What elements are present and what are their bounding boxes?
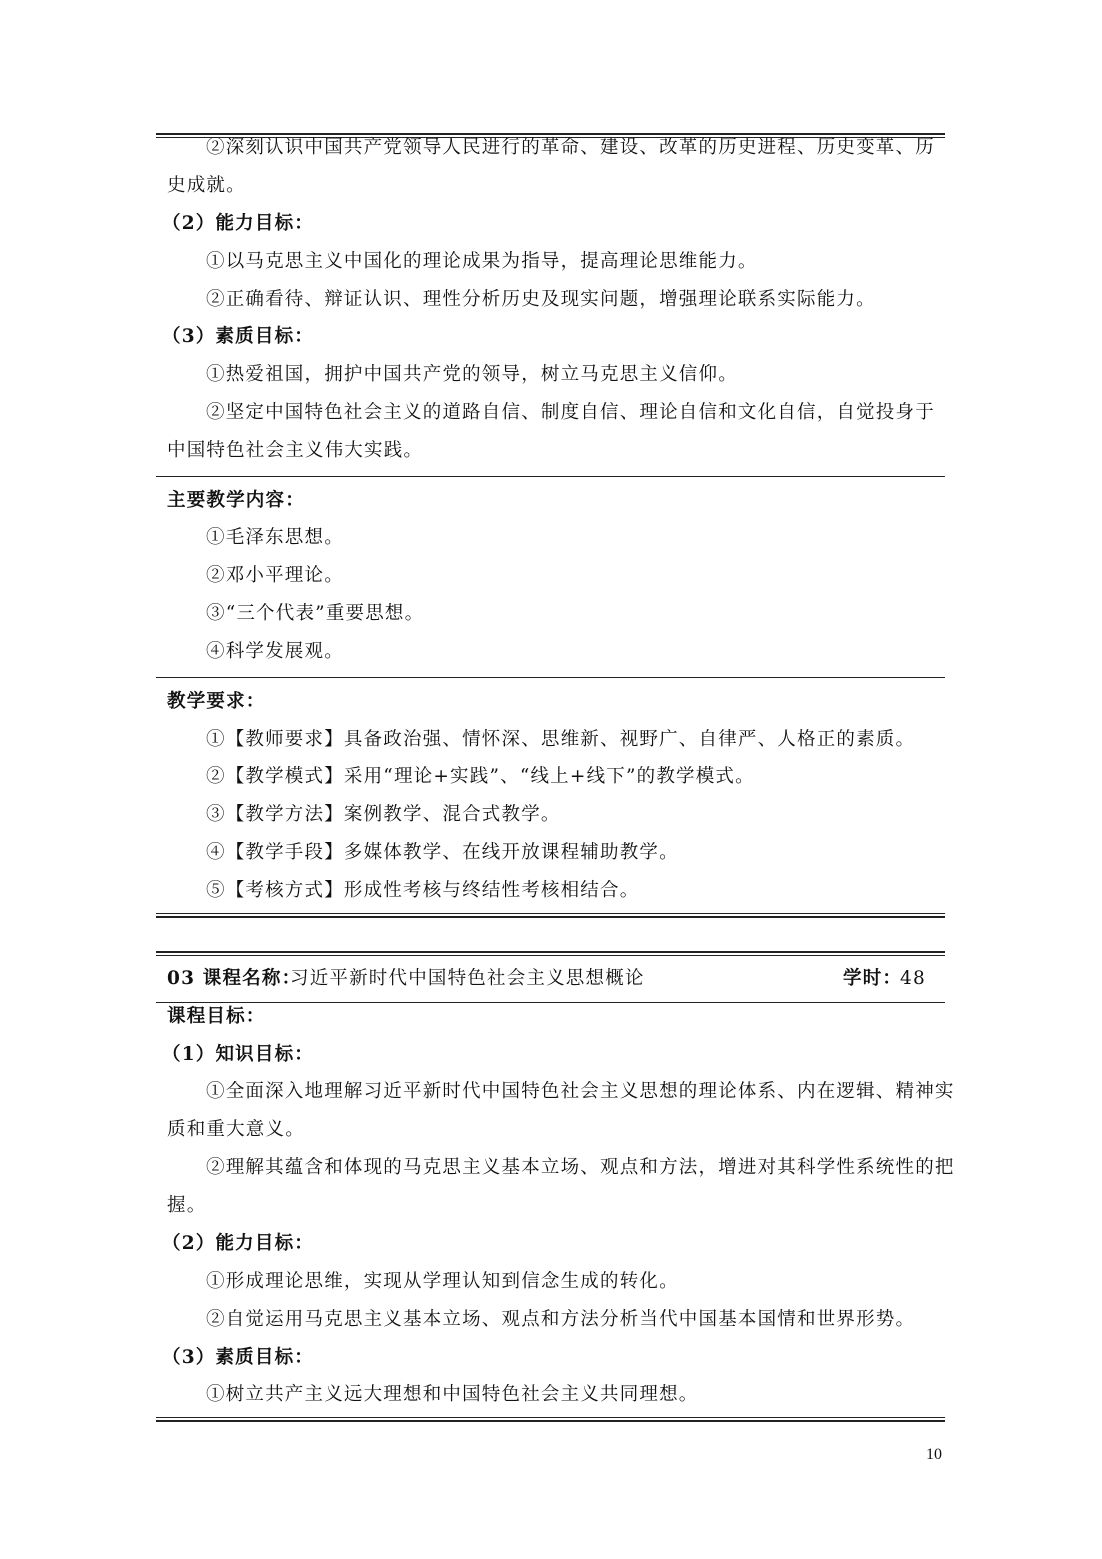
course03-quality-heading: （3）素质目标： [162, 1347, 314, 1368]
divider-requirements [156, 677, 945, 678]
knowledge-item2-line2: 史成就。 [167, 175, 246, 196]
section-end-rule-inner [156, 913, 945, 914]
requirement-item-3: ③【教学方法】案例教学、混合式教学。 [206, 804, 561, 825]
knowledge-item2-line1: ②深刻认识中国共产党领导人民进行的革命、建设、改革的历史进程、历史变革、历 [206, 137, 935, 158]
divider-course03-goals [156, 1002, 945, 1003]
course03-hours-label: 学时： [843, 968, 903, 989]
course03-name: 习近平新时代中国特色社会主义思想概论 [290, 968, 645, 989]
ability-heading: （2）能力目标： [162, 213, 314, 234]
section-end-rule [156, 916, 945, 918]
course03-ability-heading: （2）能力目标： [162, 1233, 314, 1254]
bottom-rule [156, 1420, 945, 1422]
course03-knowledge-item2-line2: 握。 [167, 1195, 207, 1216]
requirement-item-5: ⑤【考核方式】形成性考核与终结性考核相结合。 [206, 880, 640, 901]
course03-knowledge-item1-line1: ①全面深入地理解习近平新时代中国特色社会主义思想的理论体系、内在逻辑、精神实 [206, 1081, 955, 1102]
requirements-heading: 教学要求： [167, 691, 266, 712]
course03-top-rule-inner [156, 955, 945, 956]
course03-top-rule [156, 951, 945, 953]
course03-knowledge-item2-line1: ②理解其蕴含和体现的马克思主义基本立场、观点和方法，增进对其科学性系统性的把 [206, 1157, 955, 1178]
content-item-1: ①毛泽东思想。 [206, 527, 344, 548]
course03-quality-item-1: ①树立共产主义远大理想和中国特色社会主义共同理想。 [206, 1384, 699, 1405]
requirement-item-2: ②【教学模式】采用“理论+实践”、“线上+线下”的教学模式。 [206, 766, 755, 787]
course03-number-label: 03 课程名称： [167, 968, 302, 989]
course03-goal-heading: 课程目标： [167, 1006, 266, 1027]
requirement-item-4: ④【教学手段】多媒体教学、在线开放课程辅助教学。 [206, 842, 679, 863]
page-number: 10 [926, 1446, 942, 1463]
requirement-item-1: ①【教师要求】具备政治强、情怀深、思维新、视野广、自律严、人格正的素质。 [206, 729, 916, 750]
course03-knowledge-item1-line2: 质和重大意义。 [167, 1119, 305, 1140]
bottom-rule-inner [156, 1417, 945, 1418]
ability-item-1: ①以马克思主义中国化的理论成果为指导，提高理论思维能力。 [206, 251, 758, 272]
quality-item-1: ①热爱祖国，拥护中国共产党的领导，树立马克思主义信仰。 [206, 364, 738, 385]
quality-item-2-line2: 中国特色社会主义伟大实践。 [167, 440, 424, 461]
content-item-2: ②邓小平理论。 [206, 565, 344, 586]
course03-ability-item-2: ②自觉运用马克思主义基本立场、观点和方法分析当代中国基本国情和世界形势。 [206, 1309, 916, 1330]
top-rule [156, 133, 945, 135]
content-item-3: ③“三个代表”重要思想。 [206, 603, 425, 624]
course03-knowledge-heading: （1）知识目标： [162, 1044, 314, 1065]
quality-item-2-line1: ②坚定中国特色社会主义的道路自信、制度自信、理论自信和文化自信，自觉投身于 [206, 402, 935, 423]
divider-content [156, 476, 945, 477]
quality-heading: （3）素质目标： [162, 326, 314, 347]
course03-ability-item-1: ①形成理论思维，实现从学理认知到信念生成的转化。 [206, 1271, 679, 1292]
content-heading: 主要教学内容： [167, 490, 305, 511]
content-item-4: ④科学发展观。 [206, 641, 344, 662]
ability-item-2: ②正确看待、辩证认识、理性分析历史及现实问题，增强理论联系实际能力。 [206, 289, 876, 310]
course03-hours: 48 [900, 968, 926, 989]
